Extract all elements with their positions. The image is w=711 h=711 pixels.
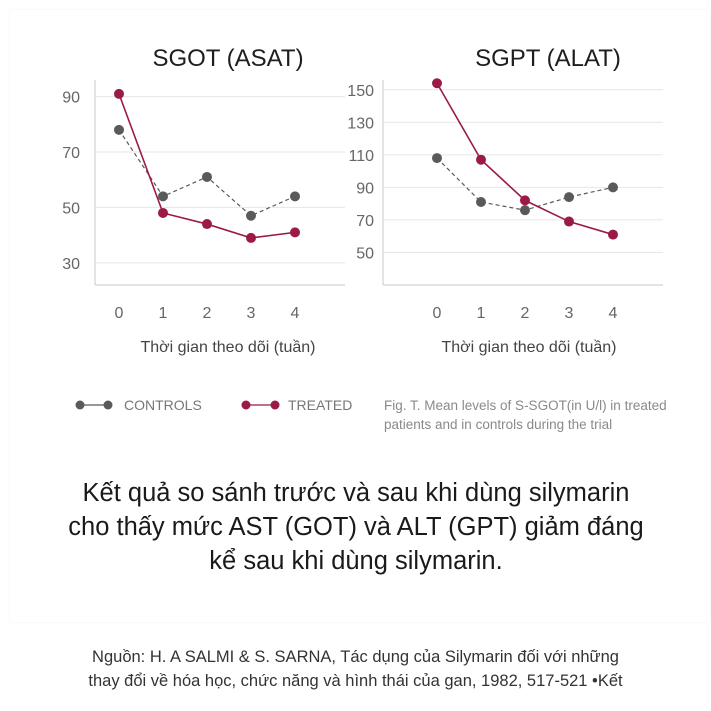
sgot-treated-point <box>202 219 212 229</box>
sgpt-y-tick-label: 130 <box>347 115 374 133</box>
sgpt-treated-point <box>432 78 442 88</box>
sgpt-x-tick-label: 4 <box>608 305 618 322</box>
caption-line-1: Fig. T. Mean levels of S-SGOT(in U/l) in treated <box>384 398 667 413</box>
sgpt-treated-point <box>476 155 486 165</box>
legend-treated-marker <box>242 401 251 410</box>
sgpt-controls-point <box>476 197 486 207</box>
sgpt-y-tick-label: 110 <box>348 147 374 165</box>
sgpt-x-tick-label: 2 <box>520 305 530 322</box>
sgot-x-tick-label: 0 <box>114 305 124 322</box>
sgot-controls-point <box>114 125 124 135</box>
sgpt-controls-point <box>520 205 530 215</box>
sgot-chart <box>62 45 345 356</box>
sgot-treated-point <box>246 233 256 243</box>
sgot-controls-point <box>158 191 168 201</box>
legend-treated <box>242 397 353 413</box>
sgot-x-axis-label: Thời gian theo dõi (tuần) <box>140 339 316 356</box>
legend-controls-label: CONTROLS <box>124 397 202 413</box>
sgot-y-tick-label: 90 <box>62 89 80 107</box>
sgpt-chart <box>347 45 663 356</box>
sgot-controls-point <box>290 191 300 201</box>
source-citation <box>0 645 711 693</box>
sgot-y-tick-label: 30 <box>62 255 80 273</box>
sgot-controls-point <box>202 172 212 182</box>
figure-caption <box>384 398 667 432</box>
sgpt-y-tick-label: 150 <box>347 82 374 100</box>
sgot-treated-line <box>119 94 295 238</box>
legend-treated-label: TREATED <box>288 397 353 413</box>
summary-line-1: Kết quả so sánh trước và sau khi dùng silymarin <box>82 479 630 507</box>
sgot-x-tick-label: 1 <box>158 305 168 322</box>
sgot-y-tick-label: 50 <box>62 200 80 218</box>
legend <box>76 397 353 413</box>
sgpt-y-tick-label: 90 <box>356 180 374 198</box>
sgpt-y-tick-label: 70 <box>356 212 374 230</box>
legend-controls-marker <box>104 401 113 410</box>
sgpt-x-tick-label: 3 <box>564 305 574 322</box>
summary-line-3: kể sau khi dùng silymarin. <box>209 547 503 575</box>
summary-line-2: cho thấy mức AST (GOT) và ALT (GPT) giảm đáng <box>68 513 644 541</box>
sgpt-x-axis-label: Thời gian theo dõi (tuần) <box>441 339 617 356</box>
legend-controls <box>76 397 202 413</box>
sgot-x-tick-label: 4 <box>290 305 300 322</box>
source-line-1: Nguồn: H. A SALMI & S. SARNA, Tác dụng của Silymarin đối với những <box>92 648 619 666</box>
sgpt-x-tick-label: 1 <box>476 305 486 322</box>
sgpt-controls-point <box>432 153 442 163</box>
sgpt-treated-point <box>608 230 618 240</box>
legend-controls-marker <box>76 401 85 410</box>
sgot-x-tick-label: 3 <box>246 305 256 322</box>
legend-treated-marker <box>271 401 280 410</box>
sgpt-treated-point <box>564 217 574 227</box>
caption-line-2: patients and in controls during the trial <box>384 417 613 432</box>
sgpt-controls-point <box>608 182 618 192</box>
sgpt-y-tick-label: 50 <box>356 245 374 263</box>
source-line-2: thay đổi về hóa học, chức năng và hình thái của gan, 1982, 517-521 •Kết <box>88 672 623 690</box>
summary-text <box>40 476 672 578</box>
sgot-y-tick-label: 70 <box>62 145 80 163</box>
sgpt-controls-point <box>564 192 574 202</box>
sgot-treated-point <box>158 208 168 218</box>
sgot-treated-point <box>114 89 124 99</box>
sgot-controls-point <box>246 211 256 221</box>
sgpt-treated-point <box>520 195 530 205</box>
sgpt-x-tick-label: 0 <box>432 305 442 322</box>
sgot-treated-point <box>290 227 300 237</box>
sgot-title: SGOT (ASAT) <box>152 45 304 72</box>
sgot-x-tick-label: 2 <box>202 305 212 322</box>
sgpt-title: SGPT (ALAT) <box>475 45 621 72</box>
